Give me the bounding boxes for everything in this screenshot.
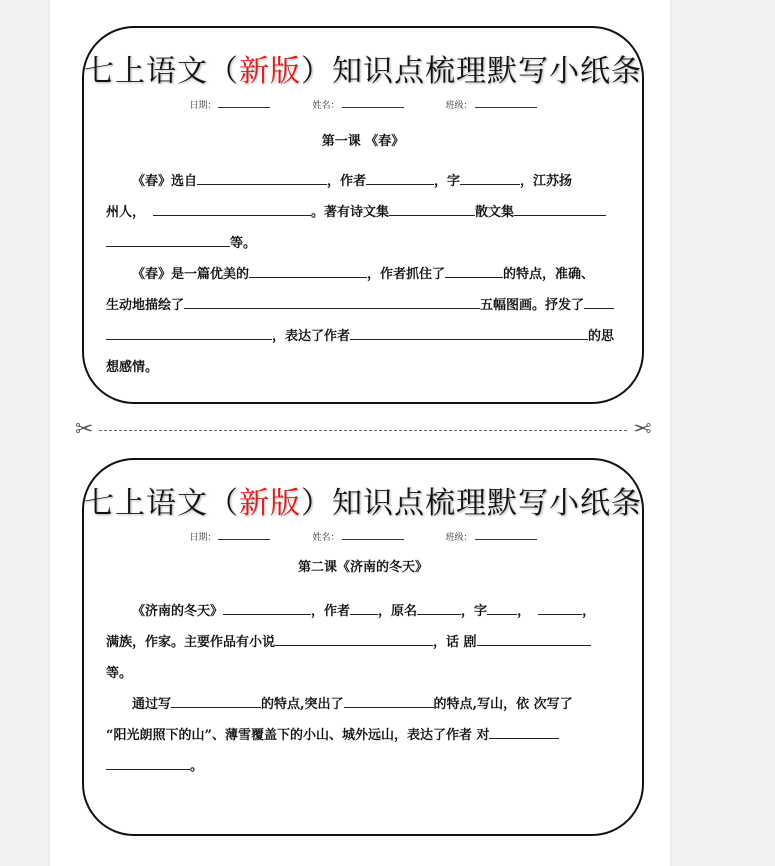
student-info-row xyxy=(84,530,642,544)
lesson-heading: 第一课 《春》 xyxy=(321,134,405,149)
name-field: 姓名： xyxy=(312,98,403,112)
date-field: 日期： xyxy=(189,530,270,544)
name-field: 姓名： xyxy=(312,530,403,544)
cut-line xyxy=(75,418,651,442)
lesson-heading: 第二课《济南的冬天》 xyxy=(297,560,428,575)
lesson-text: 《春》选自 ，作者 ，字 ，江苏扬 州人， 。著有诗文集 散文集 等。 《春》是一篇优美的 ，作者抓住了 的特点，准确、 生动地描绘了 五幅图画。抒发了 ，表达了作者 的思 想感情。 xyxy=(84,166,642,383)
note-card-lesson-2 xyxy=(82,458,644,836)
scissors-icon: ✂ xyxy=(75,417,94,442)
student-info-row xyxy=(84,98,642,112)
document-page xyxy=(50,0,670,866)
card-title: 七上语文（新版）知识点梳理默写小纸条 xyxy=(84,486,642,521)
class-field: 班级： xyxy=(446,530,537,544)
card-title: 七上语文（新版）知识点梳理默写小纸条 xyxy=(84,54,642,89)
lesson-text: 《济南的冬天》 ，作者 ，原名 ，字 ， ， 满族，作家。主要作品有小说 ，话 剧 等。 通过写 的特点,突出了 的特点,写山，依 次写了 “阳光朗照下的山”、薄雪覆盖下的小山、城外远山，表达了作者 对 。 xyxy=(84,596,642,782)
scissors-icon: ✂ xyxy=(632,417,651,442)
class-field: 班级： xyxy=(446,98,537,112)
date-field: 日期： xyxy=(189,98,270,112)
note-card-lesson-1 xyxy=(82,26,644,404)
dashed-divider xyxy=(99,430,627,431)
